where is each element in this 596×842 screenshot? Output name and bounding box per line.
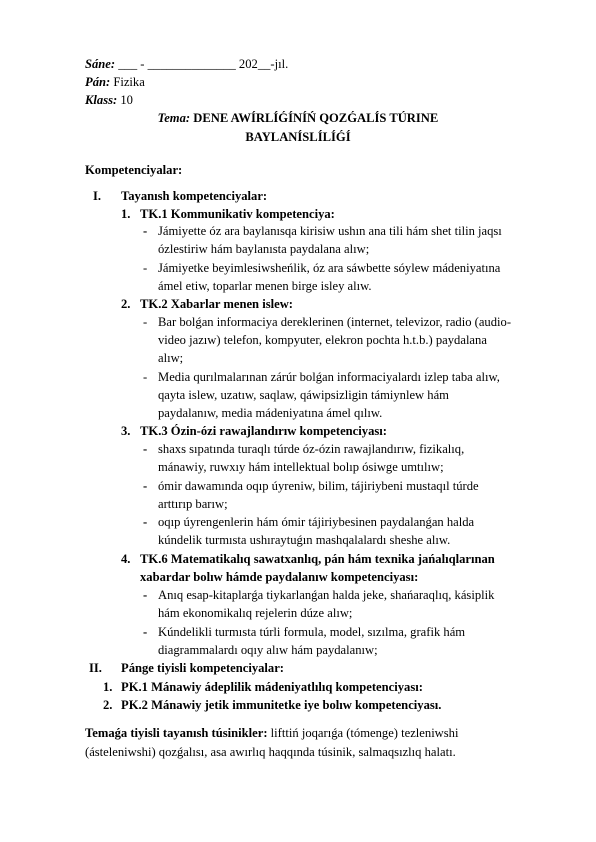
class-line bbox=[85, 92, 133, 109]
section1-title: Tayanısh kompetenciyalar: bbox=[121, 189, 268, 203]
bullet-dash: - bbox=[143, 442, 148, 456]
bullet-text: alıw; bbox=[158, 351, 184, 365]
bullet-text: Anıq esap-kitaplarǵa tiykarlanǵan halda jeke, shańaraqlıq, kásiplik bbox=[158, 588, 495, 602]
topic-title-1: DENE AWÍRLÍǴÍNÍŃ QOZǴALÍS TÚRINE bbox=[190, 111, 439, 125]
bullet-text: Bar bolǵan informaciya dereklerinen (internet, televizor, radio (audio- bbox=[158, 315, 512, 329]
bullet-text: Jámiyette óz ara baylanısqa kirisiw ushın ana tili hám shet tilin jaqsı bbox=[158, 224, 502, 238]
topic-line-2 bbox=[0, 129, 596, 146]
section2-title: Pánge tiyisli kompetenciyalar: bbox=[121, 661, 284, 675]
item2-num: 2. bbox=[121, 297, 131, 311]
key-concepts-line-1 bbox=[85, 725, 458, 742]
class-value: 10 bbox=[117, 93, 133, 107]
bullet-text: arttırıp barıw; bbox=[158, 497, 228, 511]
item3-num: 3. bbox=[121, 424, 131, 438]
competencies-heading: Kompetenciyalar: bbox=[85, 163, 183, 177]
topic-label: Tema: bbox=[157, 111, 191, 125]
bullet-text: video jazıw) telefon, kompyuter, elekron pochta h.t.b.) paydalana bbox=[158, 333, 487, 347]
bullet-text: hám ekonomikalıq rejelerin dúze alıw; bbox=[158, 606, 353, 620]
pk2-text: PK.2 Mánawiy jetik immunitetke iye bolıw kompetenciyası. bbox=[121, 698, 442, 712]
bullet-text: Jámiyetke beyimlesiwsheńlik, óz ara sáwbette sóylew mádeniyatına bbox=[158, 261, 501, 275]
bullet-dash: - bbox=[143, 261, 148, 275]
section2-numeral: II. bbox=[89, 661, 102, 675]
pk1-num: 1. bbox=[103, 680, 113, 694]
bullet-dash: - bbox=[143, 224, 148, 238]
bullet-text: Kúndelikli turmısta túrli formula, model, sızılma, grafik hám bbox=[158, 625, 466, 639]
bullet-dash: - bbox=[143, 370, 148, 384]
item4-title-2: xabardar bolıw hámde paydalanıw kompetenciyası: bbox=[140, 570, 419, 584]
bullet-dash: - bbox=[143, 588, 148, 602]
item1-title: TK.1 Kommunikativ kompetenciya: bbox=[140, 207, 335, 221]
date-label: Sáne: bbox=[85, 57, 116, 71]
bullet-text: Media qurılmalarınan zárúr bolǵan informaciyalardı izlep taba alıw, bbox=[158, 370, 500, 384]
bullet-dash: - bbox=[143, 315, 148, 329]
subject-value: Fizika bbox=[110, 75, 145, 89]
item4-num: 4. bbox=[121, 552, 131, 566]
bullet-dash: - bbox=[143, 625, 148, 639]
bullet-text: diagrammalardı oqıy alıw hám paydalanıw; bbox=[158, 643, 378, 657]
key-concepts-text-2: (ásteleniwshi) qozǵalısı, asa awırlıq haqqında túsinik, salmaqsızlıq halatı. bbox=[85, 745, 456, 759]
subject-label: Pán: bbox=[85, 75, 111, 89]
date-line bbox=[85, 56, 288, 73]
key-concepts-text-1: lifttiń joqarıǵa (tómenge) tezleniwshi bbox=[267, 726, 459, 740]
bullet-text: paydalanıw, media mádeniyatına ámel qılıw. bbox=[158, 406, 383, 420]
bullet-dash: - bbox=[143, 515, 148, 529]
topic-title-2: BAYLANÍSLÍLÍǴÍ bbox=[245, 130, 351, 144]
bullet-text: shaxs sıpatında turaqlı túrde óz-ózin rawajlandırıw, fizikalıq, bbox=[158, 442, 465, 456]
section1-numeral: I. bbox=[93, 189, 102, 203]
bullet-text: oqıp úyrengenlerin hám ómir tájiriybesinen paydalanǵan halda bbox=[158, 515, 475, 529]
date-value: ___ - ______________ 202__-jıl. bbox=[115, 57, 289, 71]
subject-line bbox=[85, 74, 145, 91]
key-concepts-label: Temaǵa tiyisli tayanısh túsinikler: bbox=[85, 726, 268, 740]
bullet-dash: - bbox=[143, 479, 148, 493]
item3-title: TK.3 Ózin-ózi rawajlandırıw kompetenciyası: bbox=[140, 424, 387, 438]
bullet-text: ómir dawamında oqıp úyreniw, bilim, tájiriybeni mustaqıl túrde bbox=[158, 479, 479, 493]
class-label: Klass: bbox=[85, 93, 118, 107]
item4-title-1: TK.6 Matematikalıq sawatxanlıq, pán hám texnika jańalıqlarınan bbox=[140, 552, 495, 566]
item2-title: TK.2 Xabarlar menen islew: bbox=[140, 297, 293, 311]
bullet-text: kúndelik turmısta ushıraytuǵın mashqalalardı sheshe alıw. bbox=[158, 533, 451, 547]
bullet-text: qayta islew, uzatıw, saqlaw, qáwipsizligin támiynlew hám bbox=[158, 388, 449, 402]
bullet-text: mánawiy, ruwxıy hám intellektual bolıp ósiwge umtılıw; bbox=[158, 460, 444, 474]
bullet-text: ámel etiw, toparlar menen birge isley alıw. bbox=[158, 279, 372, 293]
pk1-text: PK.1 Mánawiy ádeplilik mádeniyatlılıq kompetenciyası: bbox=[121, 680, 423, 694]
item1-num: 1. bbox=[121, 207, 131, 221]
bullet-text: ózlestiriw hám baylanısta paydalana alıw; bbox=[158, 242, 370, 256]
topic-line-1 bbox=[0, 110, 596, 127]
pk2-num: 2. bbox=[103, 698, 113, 712]
